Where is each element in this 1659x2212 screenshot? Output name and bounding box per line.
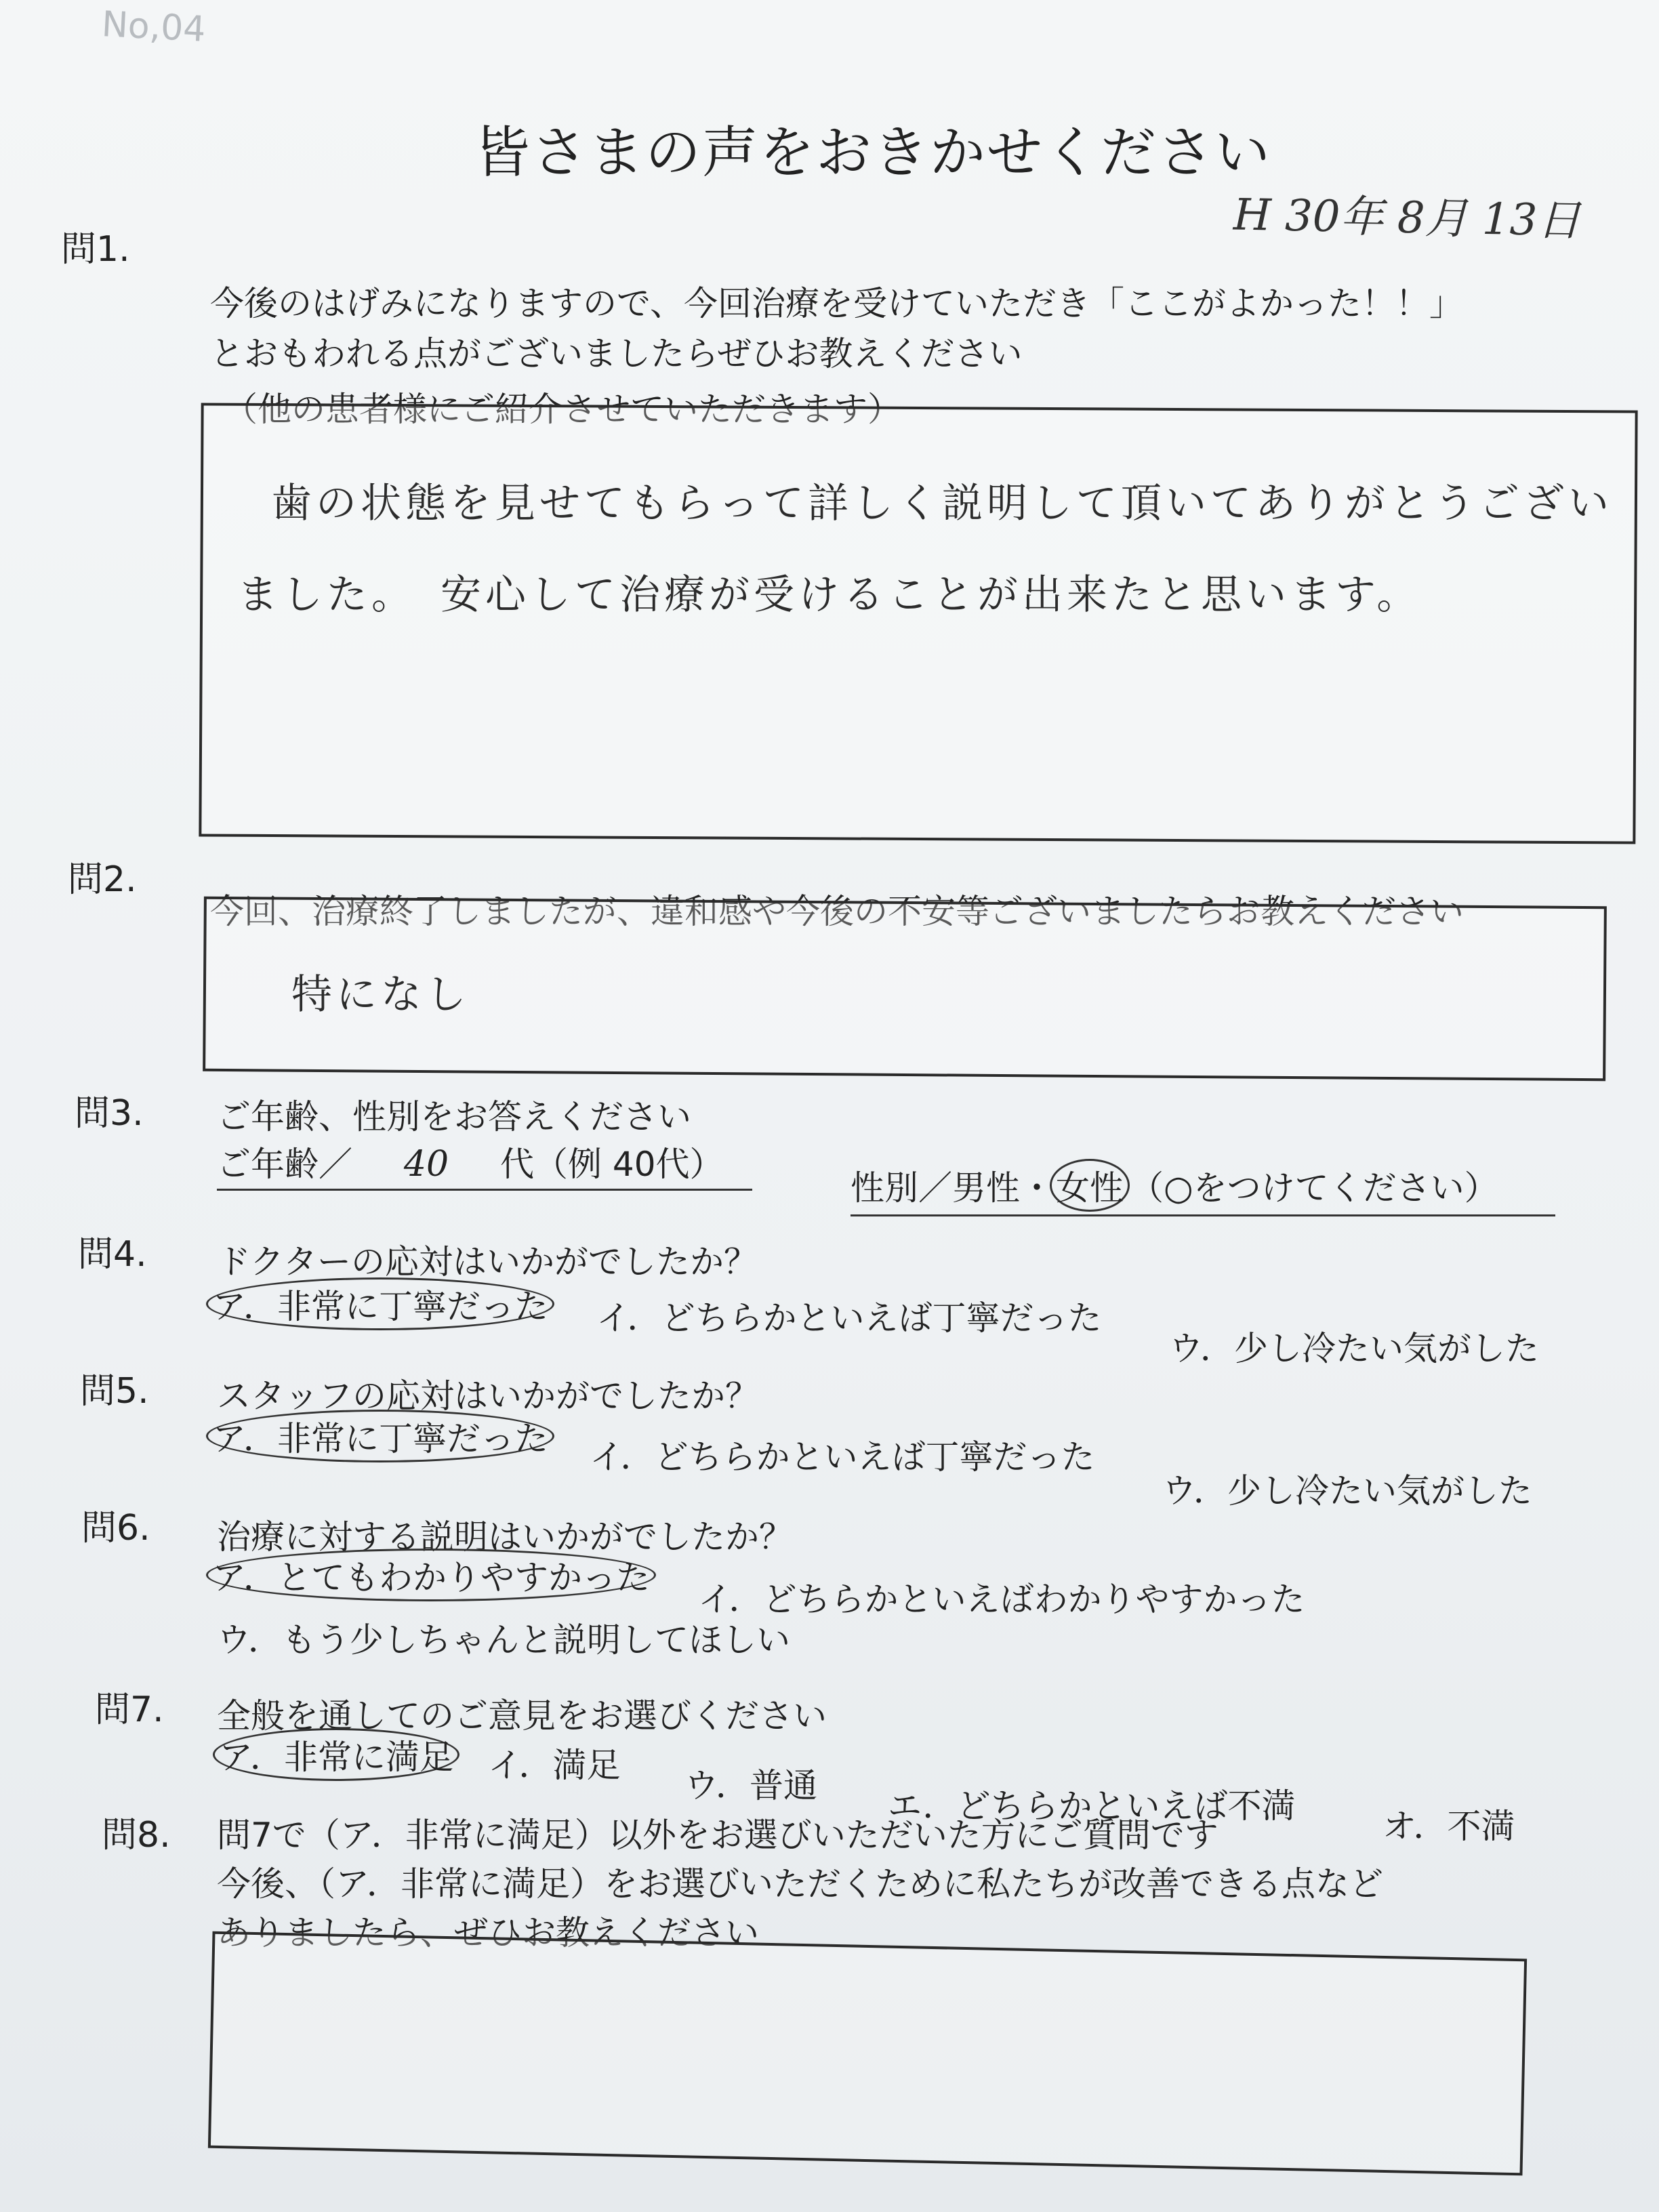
q3-text: ご年齢、性別をお答えください	[217, 1097, 691, 1136]
q3-age-row	[217, 1137, 752, 1191]
q8-number: 問8.	[102, 1815, 171, 1856]
q7-option-i[interactable]: イ．満足	[488, 1746, 621, 1785]
q5-option-a-label: ア．非常に丁寧だった	[206, 1410, 554, 1462]
q4-option-a[interactable]	[210, 1277, 554, 1330]
q7-option-o[interactable]: オ．不満	[1382, 1807, 1515, 1846]
q3-number: 問3.	[75, 1093, 144, 1134]
q6-option-u[interactable]: ウ．もう少しちゃんと説明してほしい	[217, 1620, 790, 1660]
q6-option-i[interactable]: イ．どちらかといえばわかりやすかった	[698, 1580, 1305, 1619]
q3-gender-note: （○をつけてください）	[1130, 1168, 1498, 1208]
q7-option-a-label: ア．非常に満足	[213, 1728, 459, 1781]
q5-option-i[interactable]: イ．どちらかといえば丁寧だった	[590, 1437, 1095, 1477]
q1-text-line2: とおもわれる点がございましたらぜひお教えください	[210, 334, 1023, 373]
q4-text: ドクターの応対はいかがでしたか？	[217, 1242, 758, 1282]
q4-option-a-label: ア．非常に丁寧だった	[206, 1277, 554, 1330]
q7-option-e[interactable]: エ．どちらかといえば不満	[888, 1786, 1296, 1826]
q1-answer-line1: 歯の状態を見せてもらって詳しく説明して頂いてありがとうござい	[271, 480, 1613, 527]
q8-answer-box[interactable]	[208, 1931, 1527, 2176]
q2-number: 問2.	[68, 859, 137, 900]
q8-text-line3: ありましたら、ぜひお教えください	[217, 1913, 759, 1952]
q7-option-a[interactable]	[217, 1728, 459, 1781]
q6-text: 治療に対する説明はいかがでしたか？	[217, 1517, 793, 1557]
page-title: 皆さまの声をおきかせください	[474, 121, 1272, 185]
q3-gender-row	[851, 1159, 1555, 1216]
handwritten-date: H 30年 8月 13日	[1233, 190, 1581, 247]
q3-gender-selected[interactable]: 女性	[1050, 1159, 1130, 1212]
q3-age-suffix: 代（例 40代）	[499, 1145, 724, 1184]
q5-option-u[interactable]: ウ．少し冷たい気がした	[1162, 1471, 1532, 1511]
q4-number: 問4.	[78, 1234, 147, 1275]
q1-answer-line2: ました。 安心して治療が受けることが出来たと思います。	[237, 571, 1422, 619]
q7-text: 全般を通してのご意見をお選びください	[217, 1696, 827, 1736]
q5-option-a[interactable]	[210, 1410, 554, 1462]
q6-option-a[interactable]	[210, 1549, 656, 1601]
q2-answer: 特になし	[291, 971, 470, 1019]
q7-option-u[interactable]: ウ．普通	[684, 1766, 817, 1805]
q1-text-line3: （他の患者様にご紹介させていただきます）	[224, 390, 901, 429]
q2-text: 今回、治療終了しましたが、違和感や今後の不安等ございましたらお教えください	[210, 892, 1464, 931]
q8-text-line2: 今後、（ア．非常に満足）をお選びいただくために私たちが改善できる点など	[217, 1864, 1383, 1904]
q7-number: 問7.	[95, 1689, 164, 1730]
q3-gender-label: 性別／男性・	[851, 1168, 1054, 1208]
q1-number: 問1.	[61, 229, 130, 270]
q8-text-line1: 問7で（ア．非常に満足）以外をお選びいただいた方にご質問です	[217, 1816, 1218, 1855]
q1-text-line1: 今後のはげみになりますので、今回治療を受けていただき「ここがよかった！！」	[210, 284, 1463, 323]
q1-answer-box[interactable]	[199, 403, 1637, 844]
q5-number: 問5.	[80, 1371, 149, 1412]
q5-text: スタッフの応対はいかがでしたか？	[217, 1376, 759, 1416]
corner-mark: No,04	[100, 4, 207, 50]
q6-number: 問6.	[81, 1508, 150, 1549]
q4-option-u[interactable]: ウ．少し冷たい気がした	[1169, 1329, 1539, 1368]
q3-age-label: ご年齢／	[217, 1145, 352, 1184]
q3-age-value[interactable]: 40	[403, 1144, 449, 1185]
q6-option-a-label: ア．とてもわかりやすかった	[206, 1549, 656, 1601]
q4-option-i[interactable]: イ．どちらかといえば丁寧だった	[596, 1298, 1102, 1338]
